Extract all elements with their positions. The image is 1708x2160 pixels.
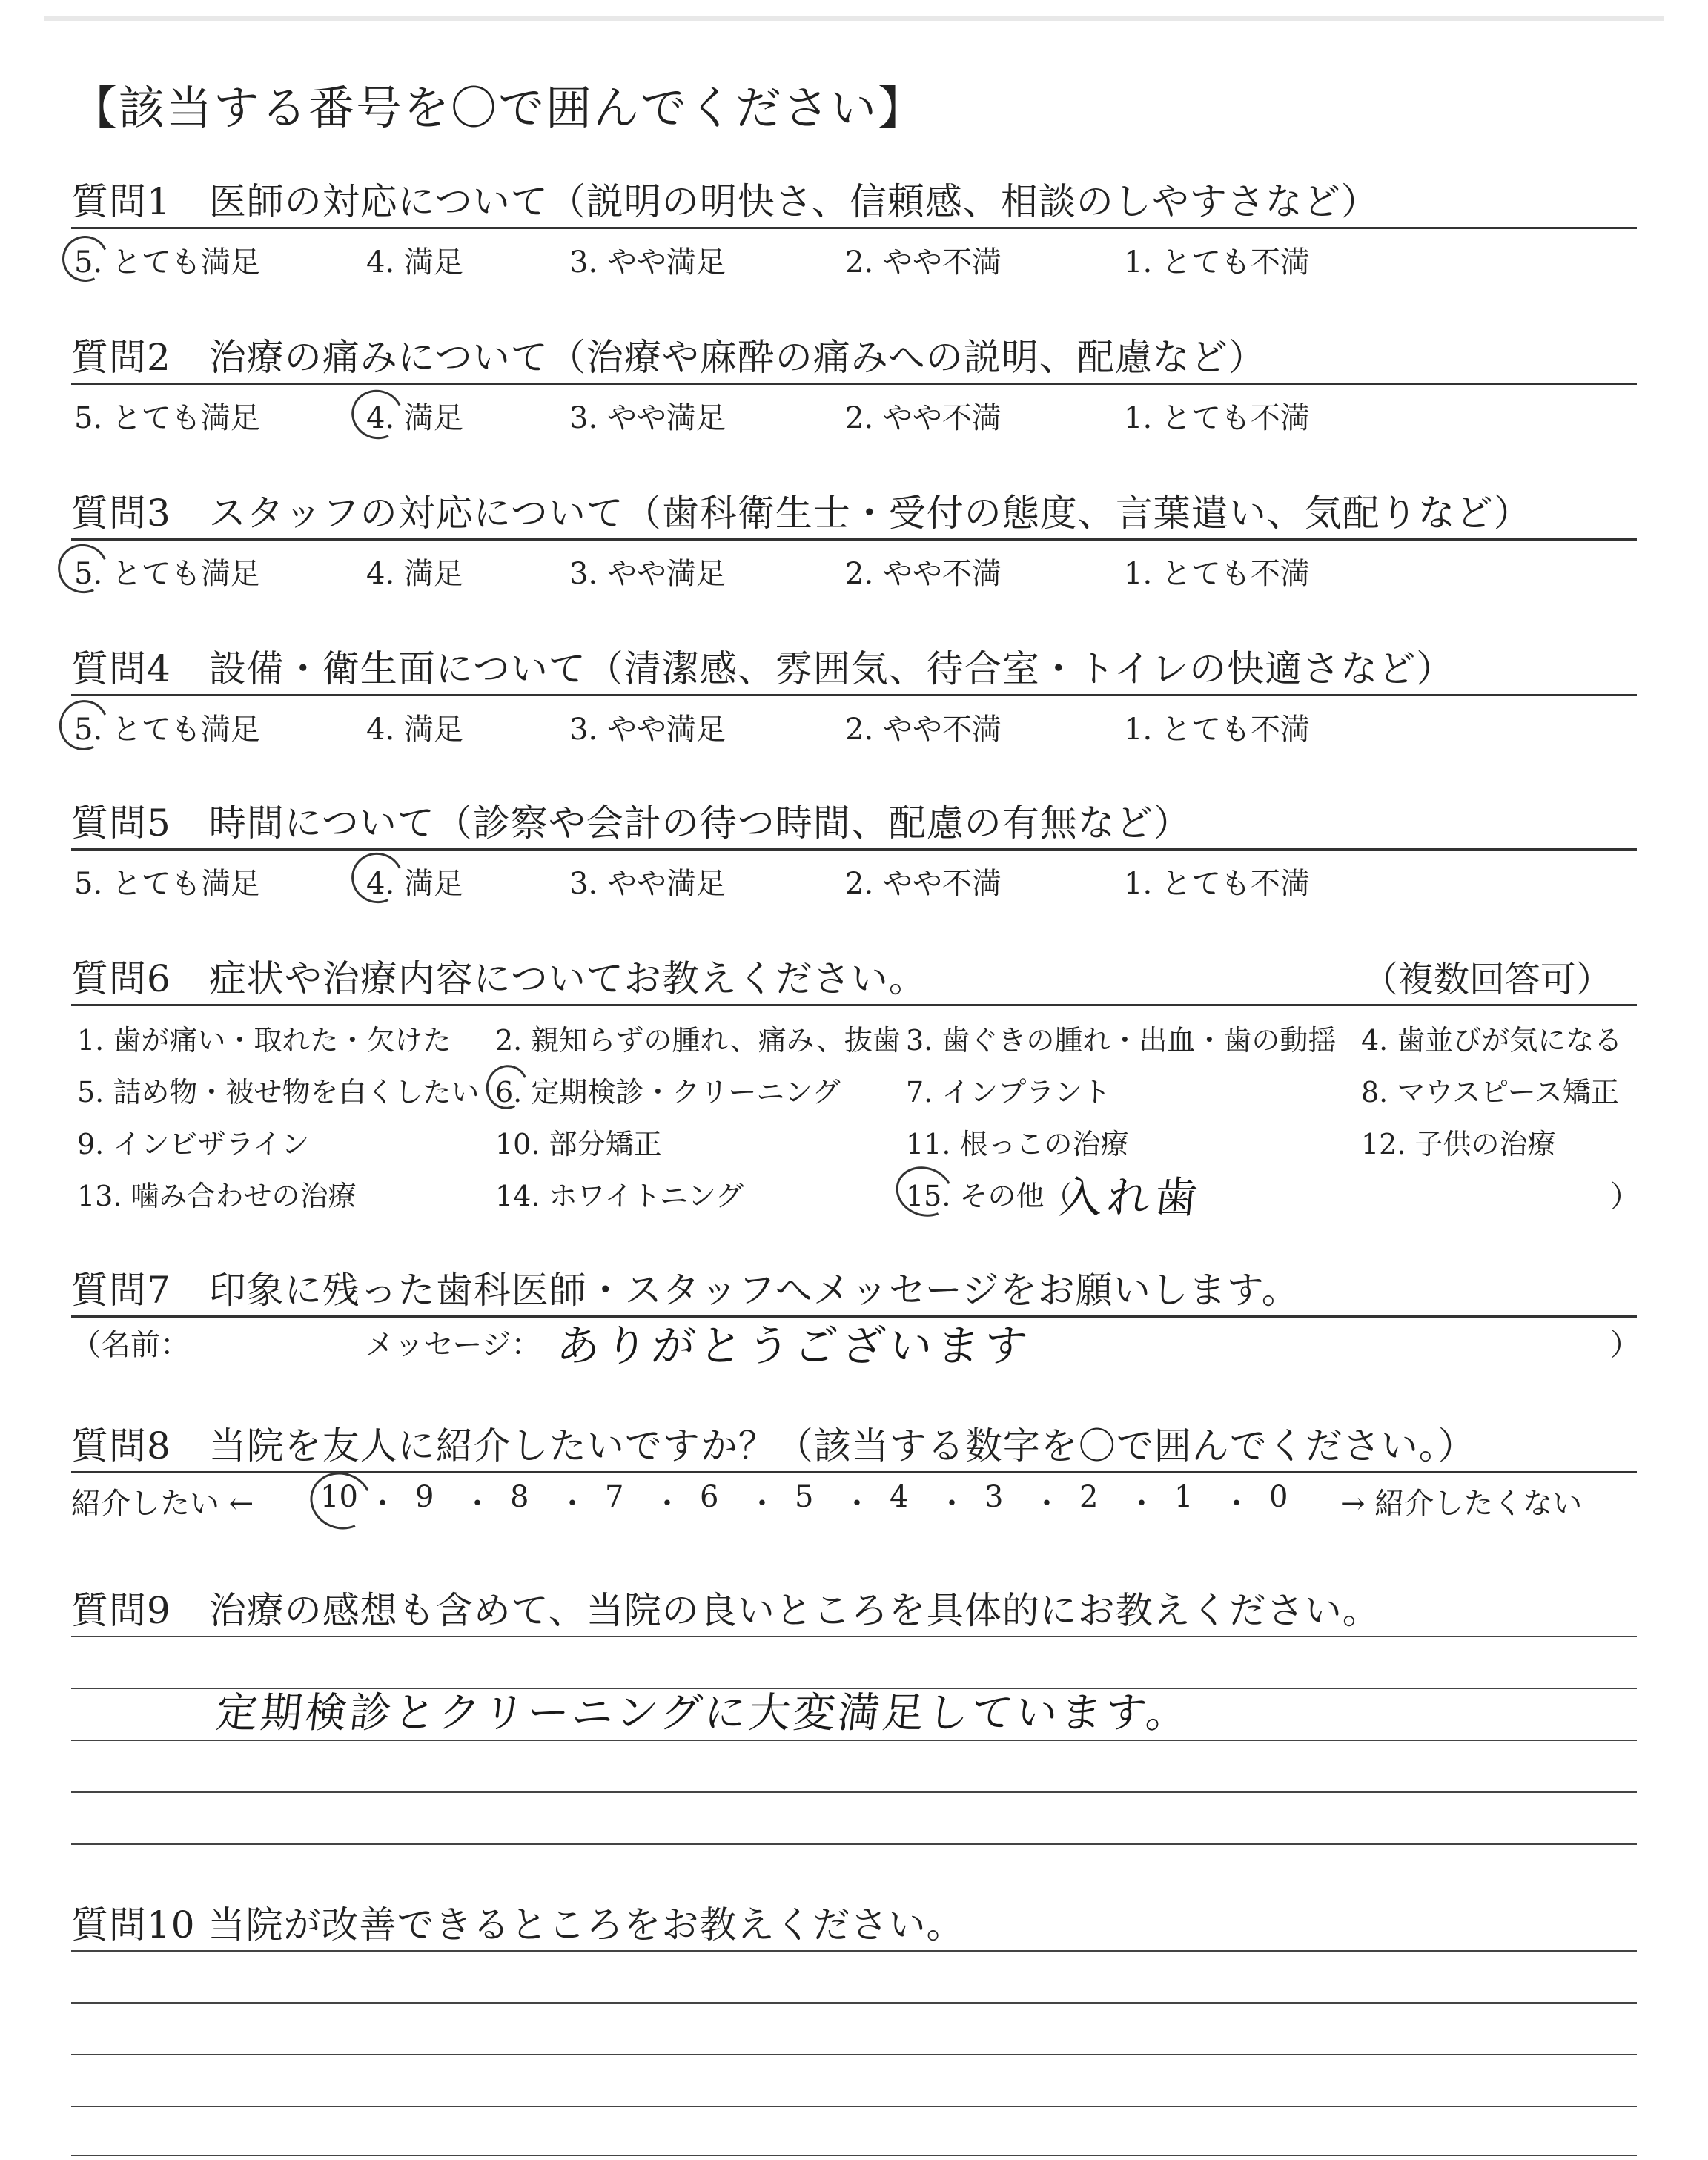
q9-answer-handwritten[interactable]: 定期検診とクリーニングに大変満足しています。 xyxy=(214,1689,1194,1737)
q10-line-5 xyxy=(71,2155,1637,2156)
q10-line-2 xyxy=(71,2002,1637,2004)
q6-option-14[interactable]: 14. ホワイトニング xyxy=(495,1180,744,1212)
q10-line-1 xyxy=(71,1950,1637,1952)
q5-option-1[interactable]: 1. とても不満 xyxy=(1124,867,1310,901)
question-4-label: 質問4 設備・衛生面について（清潔感、雰囲気、待合室・トイレの快適さなど） xyxy=(71,647,1454,690)
q8-scale-value[interactable]: 6 xyxy=(700,1480,719,1514)
question-1-label: 質問1 医師の対応について（説明の明快さ、信頼感、相談のしやすさなど） xyxy=(71,180,1379,223)
q5-option-3[interactable]: 3. やや満足 xyxy=(569,867,726,901)
q8-scale-value[interactable]: 5 xyxy=(795,1480,814,1514)
q6-option-11[interactable]: 11. 根っこの治療 xyxy=(906,1128,1129,1160)
q2-option-2[interactable]: 2. やや不満 xyxy=(845,401,1002,435)
q6-option-15[interactable]: 15. その他（ xyxy=(906,1180,1073,1212)
q8-scale-separator: ・ xyxy=(463,1487,492,1521)
question-9-label: 質問9 治療の感想も含めて、当院の良いところを具体的にお教えください。 xyxy=(71,1589,1380,1632)
q7-close: ） xyxy=(1610,1328,1640,1362)
q9-line-3 xyxy=(71,1740,1637,1741)
q7-message-label: メッセージ： xyxy=(365,1328,541,1362)
q9-line-4 xyxy=(71,1791,1637,1793)
q6-option-2[interactable]: 2. 親知らずの腫れ、痛み、抜歯 xyxy=(495,1024,901,1057)
question-6-note: （複数回答可） xyxy=(1363,959,1612,1000)
q1-option-3[interactable]: 3. やや満足 xyxy=(569,245,726,280)
q6-option-9[interactable]: 9. インビザライン xyxy=(77,1128,310,1160)
q1-option-1[interactable]: 1. とても不満 xyxy=(1124,245,1310,280)
q6-other-close: ） xyxy=(1610,1180,1640,1214)
q2-option-3[interactable]: 3. やや満足 xyxy=(569,401,726,435)
q8-scale-value[interactable]: 2 xyxy=(1079,1480,1099,1514)
question-8-label: 質問8 当院を友人に紹介したいですか？（該当する数字を〇で囲んでください。） xyxy=(71,1424,1476,1467)
q10-line-4 xyxy=(71,2106,1637,2107)
q2-option-5[interactable]: 5. とても満足 xyxy=(74,401,260,435)
q10-line-3 xyxy=(71,2054,1637,2055)
q8-right-label: → 紹介したくない xyxy=(1340,1487,1583,1521)
q3-option-5[interactable]: 5. とても満足 xyxy=(74,557,260,591)
q8-scale-value[interactable]: 10 xyxy=(320,1480,358,1514)
q8-scale-separator: ・ xyxy=(652,1487,682,1521)
q8-scale-separator: ・ xyxy=(368,1487,397,1521)
q4-option-3[interactable]: 3. やや満足 xyxy=(569,713,726,747)
question-6-rule xyxy=(71,1004,1637,1006)
question-2-label: 質問2 治療の痛みについて（治療や麻酔の痛みへの説明、配慮など） xyxy=(71,336,1266,379)
q6-option-7[interactable]: 7. インプラント xyxy=(906,1076,1111,1109)
q6-option-15-circle xyxy=(889,1159,960,1225)
question-7-label: 質問7 印象に残った歯科医師・スタッフへメッセージをお願いします。 xyxy=(71,1269,1300,1312)
q8-left-label: 紹介したい ← xyxy=(71,1487,254,1521)
q6-option-8[interactable]: 8. マウスピース矯正 xyxy=(1361,1076,1619,1109)
q8-scale-value[interactable]: 7 xyxy=(605,1480,624,1514)
q6-option-10[interactable]: 10. 部分矯正 xyxy=(495,1128,662,1160)
q3-option-4[interactable]: 4. 満足 xyxy=(366,557,463,591)
q3-option-3[interactable]: 3. やや満足 xyxy=(569,557,726,591)
q5-option-5[interactable]: 5. とても満足 xyxy=(74,867,260,901)
q8-scale-separator: ・ xyxy=(842,1487,872,1521)
q2-selection-circle xyxy=(345,383,410,446)
q8-scale-value[interactable]: 3 xyxy=(984,1480,1004,1514)
q8-scale-separator: ・ xyxy=(1127,1487,1156,1521)
q2-option-1[interactable]: 1. とても不満 xyxy=(1124,401,1310,435)
question-6-label: 質問6 症状や治療内容についてお教えください。 xyxy=(71,957,927,1000)
q6-option-3[interactable]: 3. 歯ぐきの腫れ・出血・歯の動揺 xyxy=(906,1024,1337,1057)
q3-option-1[interactable]: 1. とても不満 xyxy=(1124,557,1310,591)
q8-scale-value[interactable]: 9 xyxy=(415,1480,434,1514)
question-2-rule xyxy=(71,383,1637,385)
form-header: 【該当する番号を〇で囲んでください】 xyxy=(71,81,926,135)
question-1-rule xyxy=(71,227,1637,229)
q8-scale-separator: ・ xyxy=(557,1487,587,1521)
question-8-rule xyxy=(71,1471,1637,1473)
q6-option-4[interactable]: 4. 歯並びが気になる xyxy=(1361,1024,1623,1057)
question-3-rule xyxy=(71,538,1637,541)
q8-scale-value[interactable]: 1 xyxy=(1174,1480,1194,1514)
q9-line-1 xyxy=(71,1636,1637,1637)
q1-option-2[interactable]: 2. やや不満 xyxy=(845,245,1002,280)
q6-option-5[interactable]: 5. 詰め物・被せ物を白くしたい xyxy=(77,1076,480,1109)
q8-scale-value[interactable]: 4 xyxy=(890,1480,909,1514)
q7-name-label: （名前： xyxy=(71,1328,190,1362)
q8-scale-separator: ・ xyxy=(1032,1487,1062,1521)
q8-scale-separator: ・ xyxy=(937,1487,967,1521)
q6-option-12[interactable]: 12. 子供の治療 xyxy=(1361,1128,1556,1160)
q9-line-5 xyxy=(71,1843,1637,1845)
question-5-label: 質問5 時間について（診察や会計の待つ時間、配慮の有無など） xyxy=(71,802,1191,845)
q6-option-6[interactable]: 6. 定期検診・クリーニング xyxy=(495,1076,841,1109)
q4-option-4[interactable]: 4. 満足 xyxy=(366,713,463,747)
q8-scale-separator: ・ xyxy=(747,1487,777,1521)
q5-option-2[interactable]: 2. やや不満 xyxy=(845,867,1002,901)
question-5-rule xyxy=(71,848,1637,851)
q4-option-1[interactable]: 1. とても不満 xyxy=(1124,713,1310,747)
q8-selection-circle xyxy=(302,1464,380,1538)
q6-option-13[interactable]: 13. 噛み合わせの治療 xyxy=(77,1180,357,1212)
question-3-label: 質問3 スタッフの対応について（歯科衛生士・受付の態度、言葉遣い、気配りなど） xyxy=(71,492,1532,535)
question-10-label: 質問10 当院が改善できるところをお教えください。 xyxy=(71,1903,964,1946)
question-4-rule xyxy=(71,694,1637,696)
q6-other-handwritten[interactable]: 入れ歯 xyxy=(1056,1172,1205,1223)
q1-option-4[interactable]: 4. 満足 xyxy=(366,245,463,280)
q7-message-handwritten[interactable]: ありがとうございます xyxy=(554,1321,1035,1371)
scan-top-edge xyxy=(44,16,1664,21)
q6-option-1[interactable]: 1. 歯が痛い・取れた・欠けた xyxy=(77,1024,451,1057)
q8-scale-separator: ・ xyxy=(1222,1487,1251,1521)
q8-scale-value[interactable]: 0 xyxy=(1269,1480,1288,1514)
q1-option-5[interactable]: 5. とても満足 xyxy=(74,245,260,280)
q4-option-5[interactable]: 5. とても満足 xyxy=(74,713,260,747)
q2-option-4[interactable]: 4. 満足 xyxy=(366,401,463,435)
q3-option-2[interactable]: 2. やや不満 xyxy=(845,557,1002,591)
q8-scale-value[interactable]: 8 xyxy=(510,1480,529,1514)
q4-option-2[interactable]: 2. やや不満 xyxy=(845,713,1002,747)
q5-option-4[interactable]: 4. 満足 xyxy=(366,867,463,901)
